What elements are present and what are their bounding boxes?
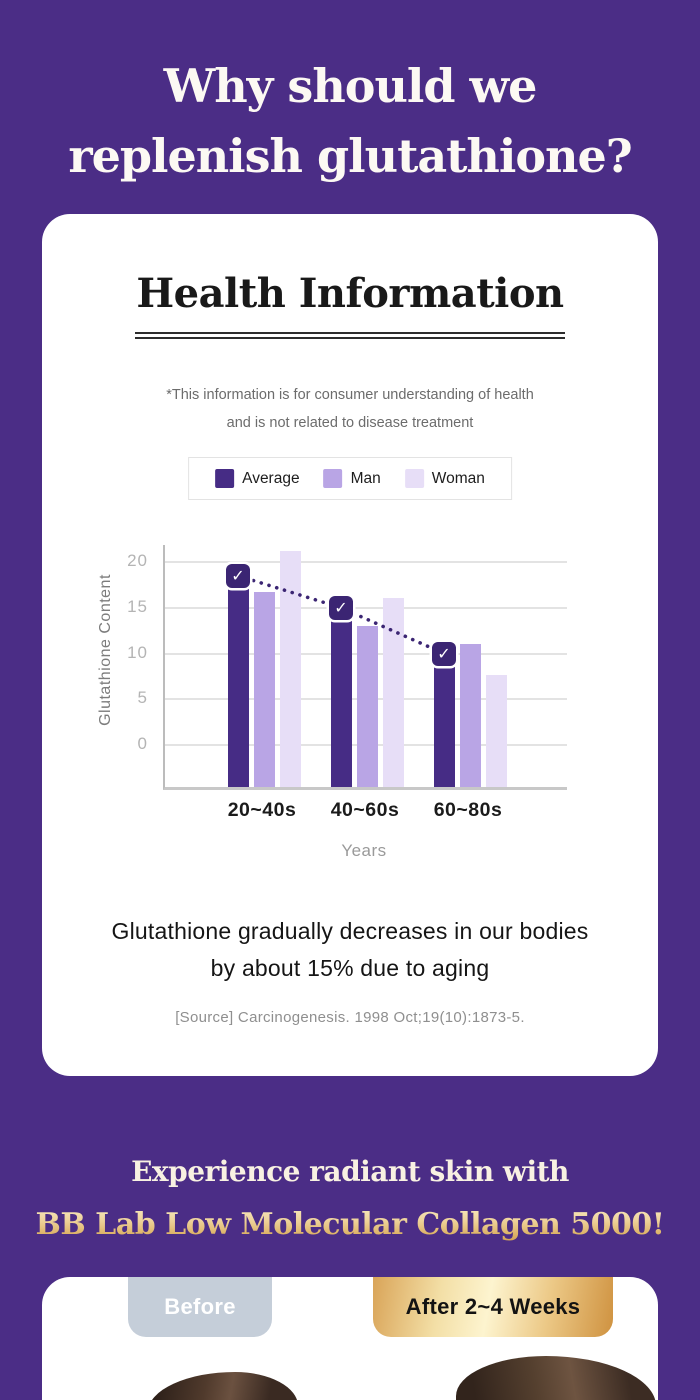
bar-average-40~60s bbox=[331, 608, 352, 787]
card-title: Health Information bbox=[136, 270, 564, 317]
disclaimer-line2: and is not related to disease treatment bbox=[226, 414, 474, 431]
x-category-label: 40~60s bbox=[330, 799, 400, 821]
bar-average-20~40s bbox=[228, 576, 249, 787]
legend-label: Woman bbox=[431, 469, 485, 487]
disclaimer-line1: *This information is for consumer understanding of health bbox=[166, 386, 534, 403]
health-info-card bbox=[42, 214, 658, 1076]
bar-man-40~60s bbox=[357, 626, 378, 787]
page-title-line1: Why should we bbox=[163, 58, 537, 113]
legend-item bbox=[405, 469, 485, 488]
promo-line2: BB Lab Low Molecular Collagen 5000! bbox=[0, 1203, 700, 1247]
promo-line1: Experience radiant skin with bbox=[131, 1155, 569, 1188]
x-category-label: 20~40s bbox=[227, 799, 297, 821]
grid-line bbox=[165, 561, 567, 563]
grid-line bbox=[165, 607, 567, 609]
check-icon: ✓ bbox=[437, 643, 451, 663]
before-after-card bbox=[42, 1277, 658, 1400]
key-statement bbox=[42, 913, 658, 987]
bar-woman-40~60s bbox=[383, 598, 404, 787]
page-title-line2: replenish glutathione? bbox=[68, 128, 632, 183]
bar-average-60~80s bbox=[434, 654, 455, 788]
bar-woman-60~80s bbox=[486, 675, 507, 787]
legend-swatch bbox=[215, 469, 234, 488]
chart-plot bbox=[163, 545, 567, 790]
promo-block bbox=[0, 1152, 700, 1247]
bar-man-60~80s bbox=[460, 644, 481, 787]
check-icon: ✓ bbox=[231, 565, 245, 585]
source-citation: [Source] Carcinogenesis. 1998 Oct;19(10):1873-5. bbox=[175, 1009, 525, 1026]
before-photo-head bbox=[148, 1372, 298, 1400]
y-tick-label: 20 bbox=[127, 551, 148, 570]
before-button[interactable]: Before bbox=[128, 1277, 272, 1337]
legend-label: Average bbox=[242, 469, 300, 487]
y-tick-label: 15 bbox=[127, 596, 148, 616]
key-statement-line2: by about 15% due to aging bbox=[210, 955, 490, 981]
x-category-label: 60~80s bbox=[433, 799, 503, 821]
trend-marker bbox=[329, 596, 353, 620]
legend-item bbox=[324, 469, 381, 488]
bar-woman-20~40s bbox=[280, 551, 301, 787]
trend-marker bbox=[432, 642, 456, 666]
legend-swatch bbox=[405, 469, 424, 488]
after-photo-head bbox=[456, 1356, 656, 1400]
bar-man-20~40s bbox=[254, 592, 275, 787]
legend-label: Man bbox=[350, 469, 381, 487]
key-statement-line1: Glutathione gradually decreases in our bodies bbox=[111, 918, 589, 944]
check-icon: ✓ bbox=[334, 597, 348, 617]
legend-item bbox=[215, 469, 299, 488]
y-tick-label: 5 bbox=[137, 688, 148, 708]
legend-swatch bbox=[324, 469, 343, 488]
y-tick-label: 0 bbox=[137, 734, 148, 753]
x-axis-title: Years bbox=[341, 841, 387, 860]
glutathione-chart bbox=[42, 545, 658, 863]
after-button[interactable]: After 2~4 Weeks bbox=[373, 1277, 613, 1337]
disclaimer-text bbox=[42, 381, 658, 437]
title-divider bbox=[135, 332, 565, 339]
chart-legend bbox=[188, 457, 512, 500]
y-tick-label: 10 bbox=[127, 642, 148, 662]
y-axis-title: Glutathione Content bbox=[97, 574, 114, 726]
trend-marker bbox=[226, 564, 250, 588]
page-title bbox=[0, 51, 700, 191]
